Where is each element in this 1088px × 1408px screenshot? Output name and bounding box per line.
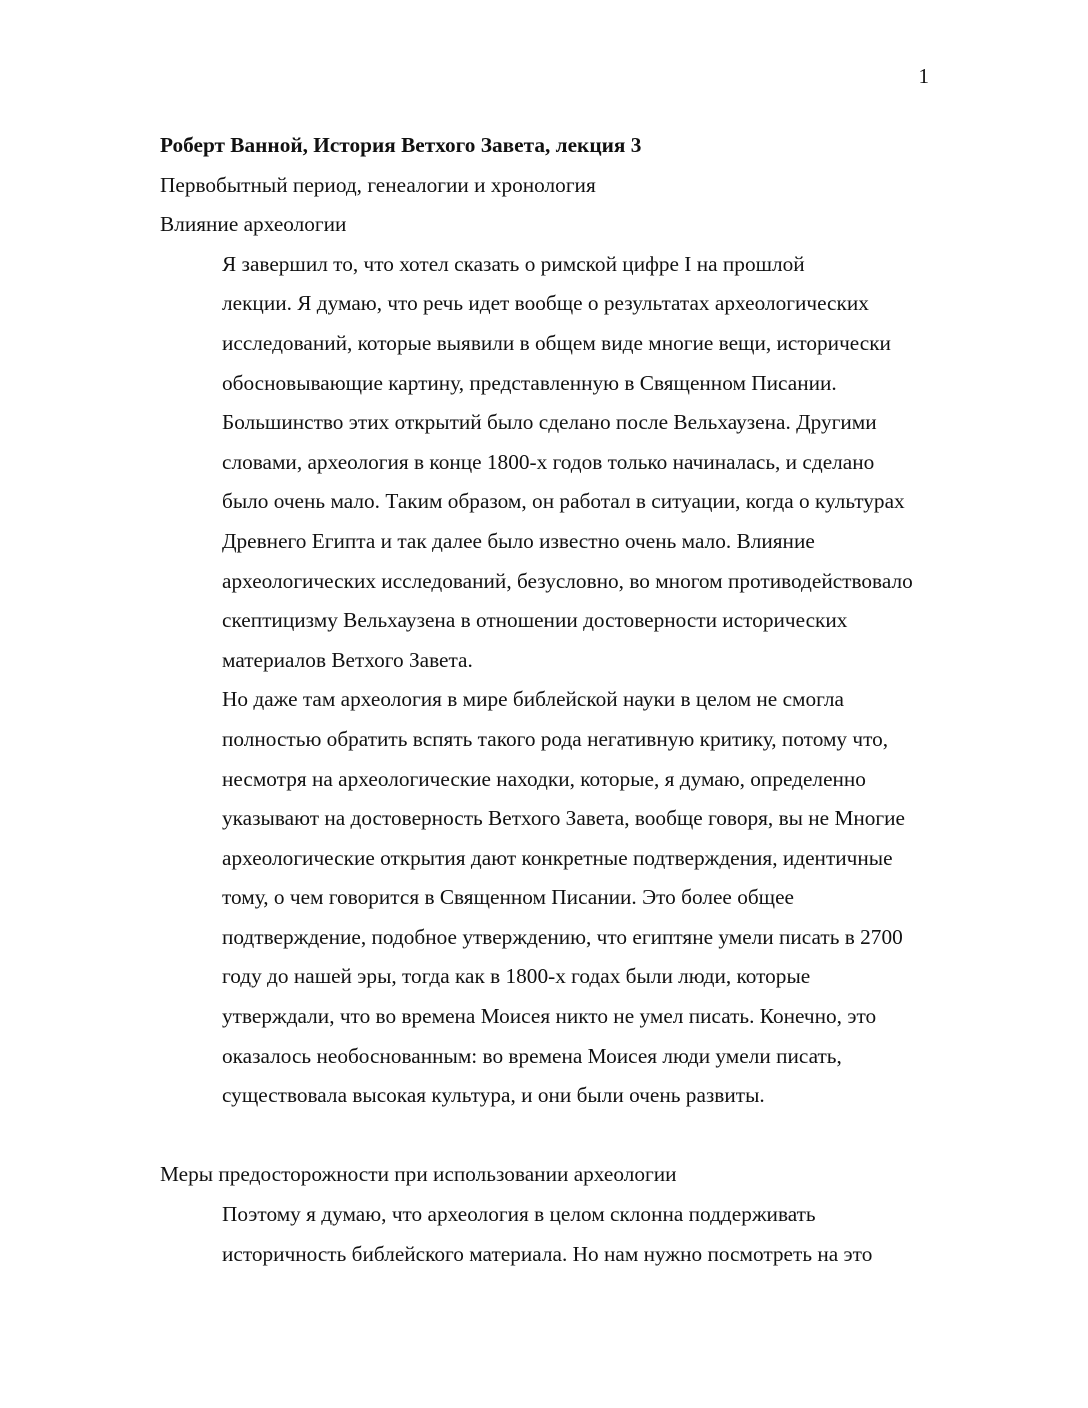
paragraph-line: Поэтому я думаю, что археология в целом склонна поддерживать bbox=[222, 1202, 816, 1227]
paragraph-line: Но даже там археология в мире библейской науки в целом не смогла bbox=[222, 687, 844, 712]
section-heading-archaeology-precautions: Меры предосторожности при использовании археологии bbox=[160, 1162, 677, 1187]
document-title: Роберт Ванной, История Ветхого Завета, лекция 3 bbox=[160, 133, 642, 157]
page-number: 1 bbox=[918, 64, 929, 88]
paragraph-line: историчность библейского материала. Но нам нужно посмотреть на это bbox=[222, 1241, 873, 1266]
paragraph-line: археологических исследований, безусловно, во многом противодействовало bbox=[222, 568, 913, 593]
paragraph-line: существовала высокая культура, и они были очень развиты. bbox=[222, 1083, 765, 1108]
paragraph-line: лекции. Я думаю, что речь идет вообще о результатах археологических bbox=[222, 291, 869, 316]
paragraph-line: утверждали, что во времена Моисея никто не умел писать. Конечно, это bbox=[222, 1004, 877, 1029]
paragraph-line: обосновывающие картину, представленную в Священном Писании. bbox=[222, 370, 837, 395]
paragraph-spacer bbox=[160, 1116, 920, 1156]
paragraph-line: тому, о чем говорится в Священном Писании. Это более общее bbox=[222, 885, 794, 910]
document-body bbox=[160, 126, 920, 1274]
paragraph-line: было очень мало. Таким образом, он работал в ситуации, когда о культурах bbox=[222, 489, 905, 514]
paragraph-line: Древнего Египта и так далее было известно очень мало. Влияние bbox=[222, 528, 815, 553]
paragraph-line: оказалось необоснованным: во времена Моисея люди умели писать, bbox=[222, 1043, 842, 1068]
paragraph-1 bbox=[160, 245, 920, 681]
paragraph-line: словами, археология в конце 1800-х годов только начиналась, и сделано bbox=[222, 449, 875, 474]
paragraph-line: археологические открытия дают конкретные подтверждения, идентичные bbox=[222, 845, 893, 870]
paragraph-2 bbox=[160, 680, 920, 1116]
paragraph-line: Я завершил то, что хотел сказать о римской цифре I на прошлой bbox=[222, 251, 805, 276]
paragraph-line: подтверждение, подобное утверждению, что египтяне умели писать в 2700 bbox=[222, 924, 903, 949]
paragraph-line: полностью обратить вспять такого рода негативную критику, потому что, bbox=[222, 726, 889, 751]
paragraph-line: скептицизму Вельхаузена в отношении достоверности исторических bbox=[222, 608, 848, 633]
paragraph-line: указывают на достоверность Ветхого Завета, вообще говоря, вы не Многие bbox=[222, 806, 906, 831]
paragraph-line: материалов Ветхого Завета. bbox=[222, 647, 473, 672]
document-subtitle: Первобытный период, генеалогии и хронология bbox=[160, 172, 596, 197]
paragraph-line: Большинство этих открытий было сделано после Вельхаузена. Другими bbox=[222, 410, 877, 435]
paragraph-line: несмотря на археологические находки, которые, я думаю, определенно bbox=[222, 766, 866, 791]
section-heading-archaeology-influence: Влияние археологии bbox=[160, 212, 347, 237]
paragraph-line: году до нашей эры, тогда как в 1800-х годах были люди, которые bbox=[222, 964, 811, 989]
paragraph-3 bbox=[160, 1195, 920, 1274]
paragraph-line: исследований, которые выявили в общем виде многие вещи, исторически bbox=[222, 330, 891, 355]
